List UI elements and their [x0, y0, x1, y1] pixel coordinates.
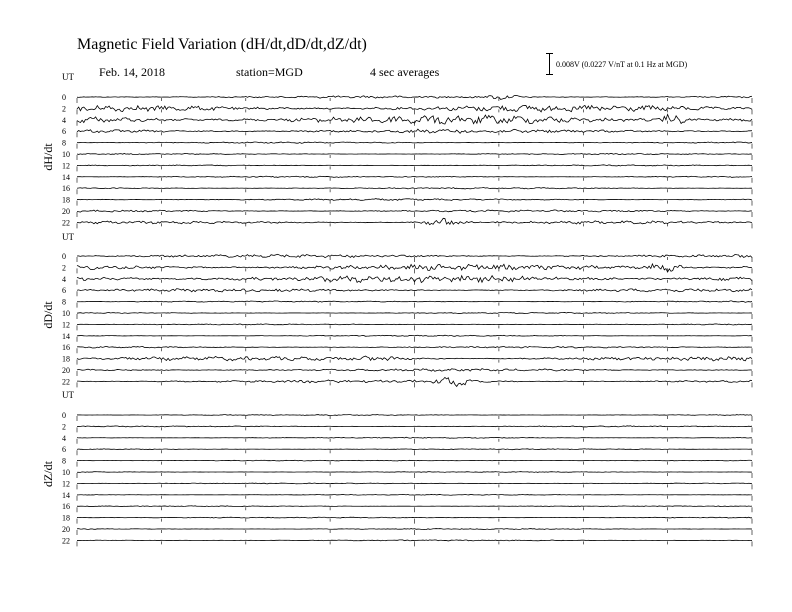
date-label: Feb. 14, 2018: [99, 65, 165, 79]
row-ticks: [77, 291, 752, 296]
row-label: 16: [62, 502, 70, 512]
scale-bar: [546, 53, 553, 75]
trace-line: [77, 437, 752, 438]
row-ticks: [77, 268, 752, 273]
averaging-label: 4 sec averages: [370, 65, 440, 79]
row-ticks: [77, 189, 752, 194]
row-ticks: [77, 371, 752, 376]
panel-dddt: [41, 232, 752, 387]
row-label: 2: [62, 422, 66, 432]
trace-line: [77, 426, 752, 427]
row-label: 20: [62, 207, 70, 216]
row-label: 22: [62, 377, 70, 387]
trace-line: [77, 114, 752, 124]
row-ticks: [77, 144, 752, 149]
row-label: 8: [62, 138, 66, 148]
trace-line: [77, 210, 752, 212]
row-label: 0: [62, 93, 66, 102]
row-label: 2: [62, 104, 66, 114]
row-label: 22: [62, 218, 70, 228]
row-label: 16: [62, 343, 70, 353]
row-ticks: [77, 314, 752, 319]
row-ticks: [77, 484, 752, 489]
y-axis-label: dZ/dt: [41, 461, 55, 487]
row-label: 6: [62, 445, 66, 455]
row-label: 6: [62, 127, 66, 137]
trace-line: [77, 312, 752, 313]
row-label: 14: [62, 331, 70, 341]
y-axis-label: dD/dt: [41, 301, 55, 329]
row-label: 0: [62, 252, 66, 261]
trace-line: [77, 369, 752, 372]
row-ticks: [77, 450, 752, 455]
trace-line: [77, 153, 752, 154]
trace-line: [77, 540, 752, 541]
row-ticks: [77, 530, 752, 535]
trace-line: [77, 142, 752, 143]
row-ticks: [77, 348, 752, 353]
row-label: 14: [62, 490, 70, 500]
time-axis-label: UT: [62, 232, 74, 242]
station-label: station=MGD: [236, 65, 303, 79]
trace-line: [77, 199, 752, 201]
row-ticks: [77, 473, 752, 478]
trace-line: [77, 415, 752, 416]
row-label: 4: [62, 433, 66, 443]
row-label: 22: [62, 536, 70, 546]
row-ticks: [77, 541, 752, 546]
trace-line: [77, 301, 752, 302]
row-ticks: [77, 382, 752, 387]
row-ticks: [77, 360, 752, 365]
panel-dhdt: [41, 72, 752, 228]
time-axis-label: UT: [62, 390, 74, 400]
row-label: 0: [62, 411, 66, 420]
row-label: 18: [62, 354, 70, 364]
row-label: 20: [62, 525, 70, 534]
row-ticks: [77, 166, 752, 171]
row-ticks: [77, 212, 752, 217]
trace-line: [77, 176, 752, 177]
trace-line: [77, 324, 752, 325]
row-ticks: [77, 155, 752, 160]
trace-line: [77, 529, 752, 530]
trace-line: [77, 276, 752, 283]
row-label: 10: [62, 150, 70, 159]
row-label: 10: [62, 309, 70, 318]
row-label: 16: [62, 184, 70, 194]
row-label: 8: [62, 456, 66, 466]
trace-line: [77, 494, 752, 495]
trace-line: [77, 335, 752, 336]
row-ticks: [77, 325, 752, 330]
row-label: 10: [62, 468, 70, 477]
trace-line: [77, 165, 752, 166]
scale-bar-label: 0.008V (0.0227 V/nT at 0.1 Hz at MGD): [556, 60, 688, 69]
row-ticks: [77, 223, 752, 228]
row-ticks: [77, 98, 752, 103]
row-label: 18: [62, 195, 70, 205]
trace-line: [77, 472, 752, 473]
panel-dzdt: [41, 390, 752, 546]
row-ticks: [77, 507, 752, 512]
row-label: 12: [62, 161, 70, 171]
row-ticks: [77, 178, 752, 183]
row-ticks: [77, 462, 752, 467]
row-label: 12: [62, 479, 70, 489]
row-ticks: [77, 496, 752, 501]
row-ticks: [77, 132, 752, 137]
row-ticks: [77, 109, 752, 114]
trace-line: [77, 449, 752, 450]
row-label: 14: [62, 172, 70, 182]
row-label: 12: [62, 320, 70, 330]
trace-line: [77, 483, 752, 484]
row-label: 18: [62, 513, 70, 523]
row-ticks: [77, 337, 752, 342]
row-ticks: [77, 257, 752, 262]
row-label: 20: [62, 366, 70, 375]
row-label: 2: [62, 263, 66, 273]
row-label: 4: [62, 115, 66, 125]
trace-line: [77, 517, 752, 518]
row-ticks: [77, 303, 752, 308]
row-label: 6: [62, 286, 66, 296]
time-axis-label: UT: [62, 72, 74, 82]
chart-title: Magnetic Field Variation (dH/dt,dD/dt,dZ/dt): [77, 36, 367, 53]
trace-line: [77, 460, 752, 461]
y-axis-label: dH/dt: [41, 143, 55, 171]
row-label: 4: [62, 274, 66, 284]
row-ticks: [77, 427, 752, 432]
row-ticks: [77, 201, 752, 206]
trace-line: [77, 346, 752, 348]
row-ticks: [77, 439, 752, 444]
trace-line: [77, 506, 752, 507]
row-label: 8: [62, 297, 66, 307]
row-ticks: [77, 519, 752, 524]
row-ticks: [77, 416, 752, 421]
trace-line: [77, 188, 752, 189]
